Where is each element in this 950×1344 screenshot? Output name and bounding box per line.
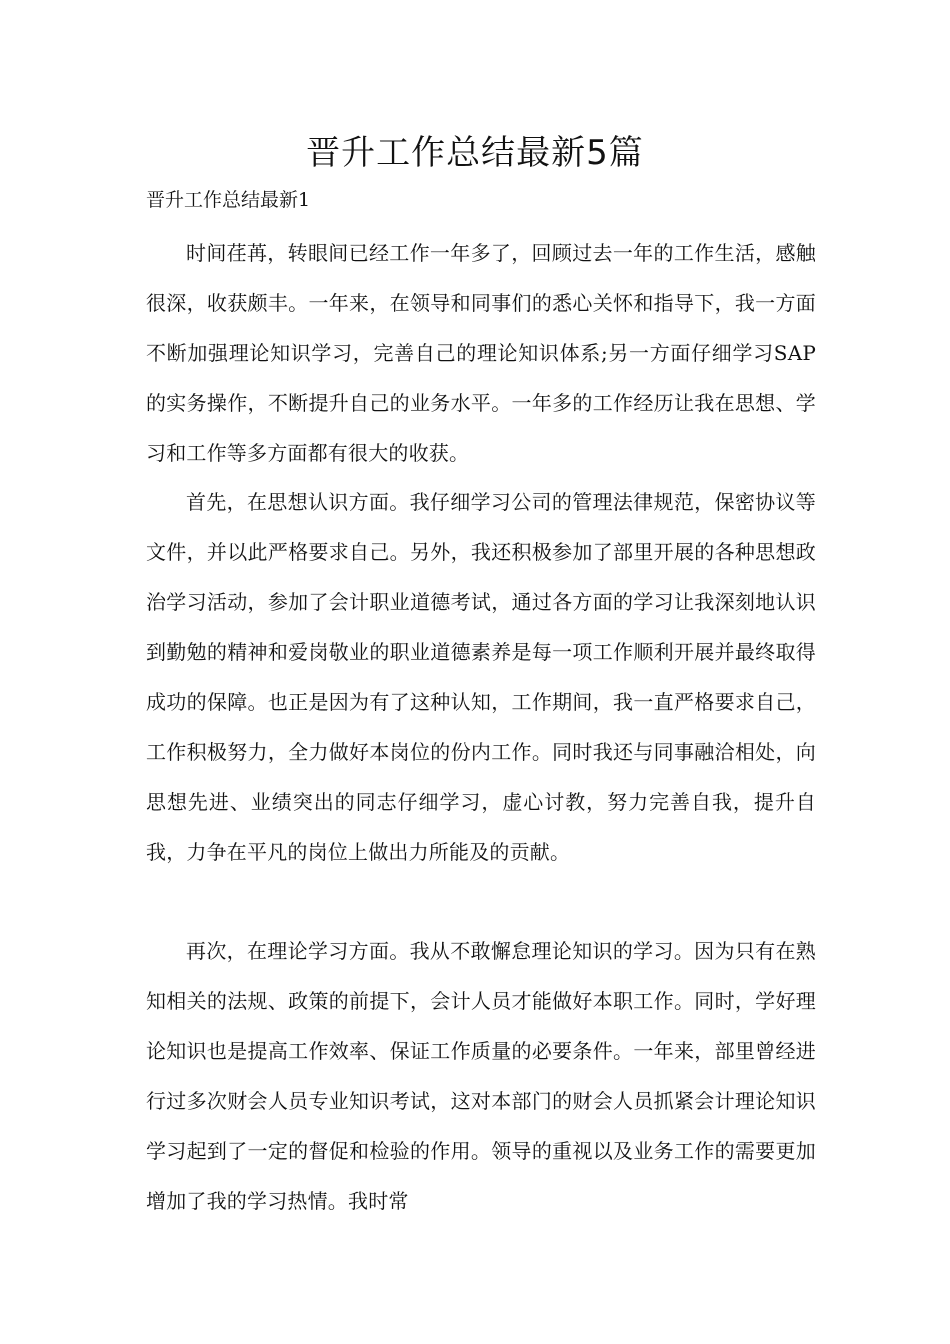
paragraph-1: 时间荏苒，转眼间已经工作一年多了，回顾过去一年的工作生活，感触很深，收获颇丰。一年来，在领导和同事们的悉心关怀和指导下，我一方面不断加强理论知识学习，完善自己的理论知识体系;另一方面仔细学习SAP的实务操作，不断提升自己的业务水平。一年多的工作经历让我在思想、学习和工作等多方面都有很大的收获。 [146,241,816,465]
section-heading: 晋升工作总结最新1 [146,189,311,211]
paragraph-3: 再次，在理论学习方面。我从不敢懈怠理论知识的学习。因为只有在熟知相关的法规、政策的前提下，会计人员才能做好本职工作。同时，学好理论知识也是提高工作效率、保证工作质量的必要条件。一年来，部里曾经进行过多次财会人员专业知识考试，这对本部门的财会人员抓紧会计理论知识学习起到了一定的督促和检验的作用。领导的重视以及业务工作的需要更加增加了我的学习热情。我时常 [146,939,816,1213]
paragraph-2: 首先，在思想认识方面。我仔细学习公司的管理法律规范，保密协议等文件，并以此严格要求自己。另外，我还积极参加了部里开展的各种思想政治学习活动，参加了会计职业道德考试，通过各方面的学习让我深刻地认识到勤勉的精神和爱岗敬业的职业道德素养是每一项工作顺利开展并最终取得成功的保障。也正是因为有了这种认知，工作期间，我一直严格要求自己，工作积极努力，全力做好本岗位的份内工作。同时我还与同事融洽相处，向思想先进、业绩突出的同志仔细学习，虚心讨教，努力完善自我，提升自我，力争在平凡的岗位上做出力所能及的贡献。 [146,490,816,864]
document-title: 晋升工作总结最新5篇 [306,133,644,173]
